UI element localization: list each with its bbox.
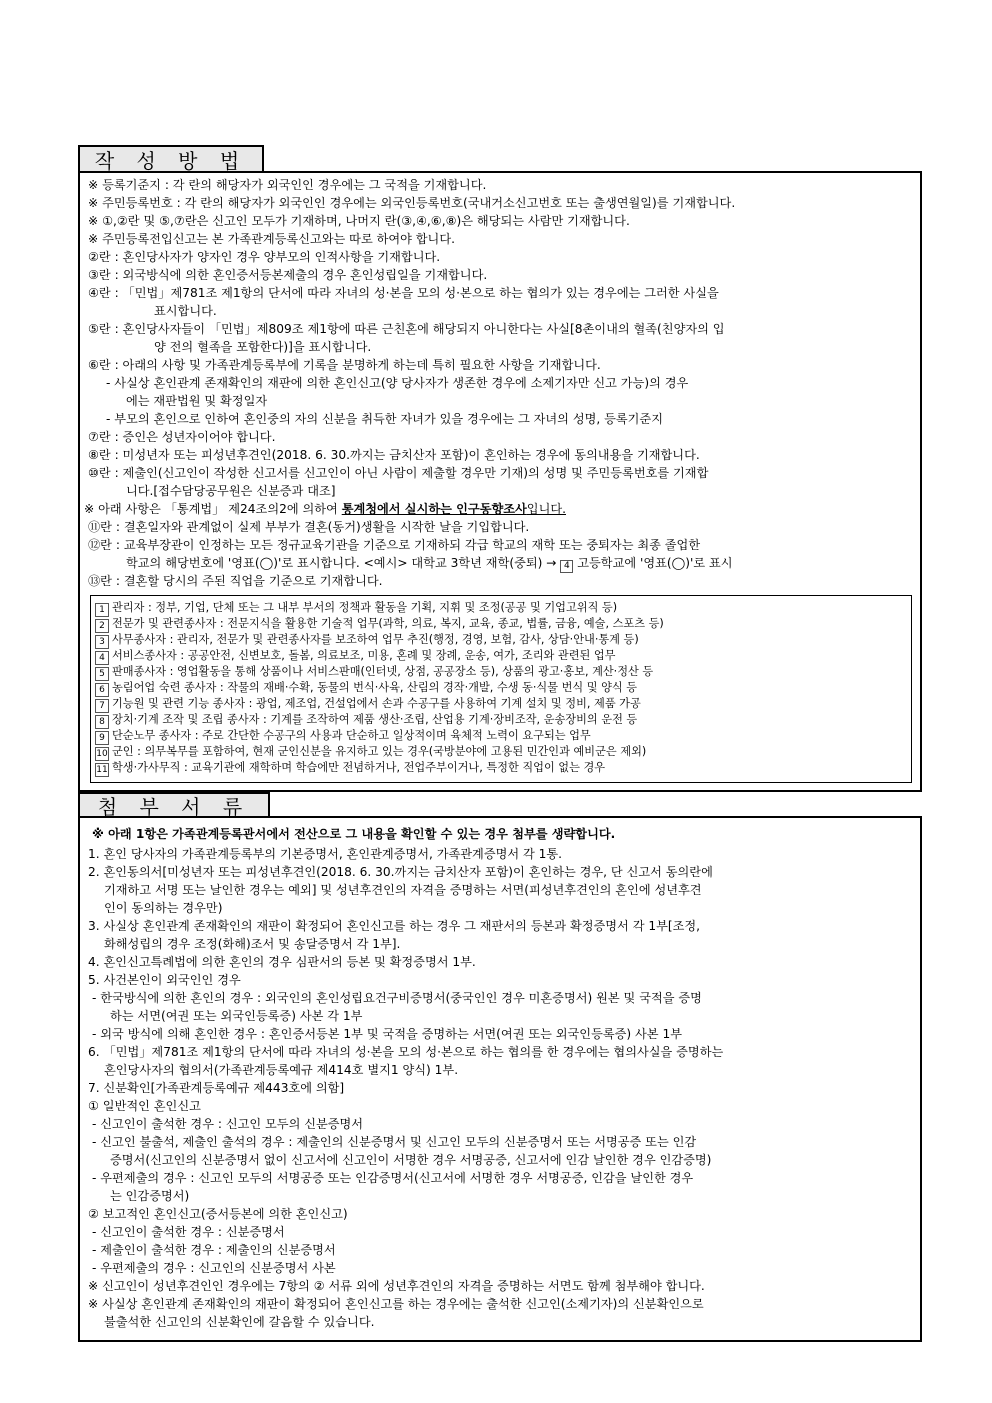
occupation-item: 5 판매종사자 : 영업활동을 통해 상품이나 서비스판매(인터넷, 상점, 공공장소 등), 상품의 광고·홍보, 계산·정산 등 bbox=[95, 664, 653, 681]
method-line: ④란 : 「민법」제781조 제1항의 단서에 따라 자녀의 성·본을 모의 성·본으로 하는 협의가 있는 경우에는 그러한 사실을 bbox=[88, 286, 719, 300]
attach-line: 하는 서면(여권 또는 외국인등록증) 사본 각 1부 bbox=[110, 1009, 363, 1023]
edu-number-box: 4 bbox=[560, 560, 573, 573]
occupation-item: 2 전문가 및 관련종사자 : 전문지식을 활용한 기술적 업무(과학, 의료, 복지, 교육, 종교, 법률, 금융, 예술, 스포츠 등) bbox=[95, 616, 664, 633]
attach-line: - 제출인이 출석한 경우 : 제출인의 신분증명서 bbox=[92, 1243, 336, 1257]
method-line: - 사실상 혼인관계 존재확인의 재판에 의한 혼인신고(양 당사자가 생존한 경우에 소제기자만 신고 가능)의 경우 bbox=[106, 376, 689, 390]
edu-example-line: 학교의 해당번호에 '영표(◯)'로 표시합니다. <예시> 대학교 3학년 재학(중퇴) → 4 고등학교에 '영표(◯)'로 표시 bbox=[126, 556, 733, 571]
method-line: 니다.[접수담당공무원은 신분증과 대조] bbox=[126, 484, 336, 498]
attach-line: 1. 혼인 당사자의 가족관계등록부의 기본증명서, 혼인관계증명서, 가족관계증명서 각 1통. bbox=[88, 847, 563, 861]
occupation-item: 7 기능원 및 관련 기능 종사자 : 광업, 제조업, 건설업에서 손과 수공구를 사용하여 기계 설치 및 정비, 제품 가공 bbox=[95, 696, 641, 713]
attach-line: 7. 신분확인[가족관계등록예규 제443호에 의함] bbox=[88, 1081, 345, 1095]
attach-line: - 우편제출의 경우 : 신고인의 신분증명서 사본 bbox=[92, 1261, 336, 1275]
occupation-item: 8 장치·기계 조작 및 조립 종사자 : 기계를 조작하여 제품 생산·조립, 산업용 기계·장비조작, 운송장비의 운전 등 bbox=[95, 712, 637, 729]
attach-line: 는 인감증명서) bbox=[110, 1189, 190, 1203]
attach-line: - 우편제출의 경우 : 신고인 모두의 서명공증 또는 인감증명서(신고서에 서명한 경우 서명공증, 인감을 날인한 경우 bbox=[92, 1171, 694, 1185]
method-line: ※ ①,②란 및 ⑤,⑦란은 신고인 모두가 기재하며, 나머지 란(③,④,⑥,⑧)은 해당되는 사람만 기재합니다. bbox=[88, 214, 630, 228]
attach-line: 기재하고 서명 또는 날인한 경우는 예외] 및 성년후견인의 자격을 증명하는 서면(피성년후견인의 혼인에 성년후견 bbox=[104, 883, 702, 897]
method-line: ⑤란 : 혼인당사자들이 「민법」제809조 제1항에 따른 근친혼에 해당되지 아니한다는 사실[8촌이내의 혈족(친양자의 입 bbox=[88, 322, 725, 336]
stat-line: ⑫란 : 교육부장관이 인정하는 모든 정규교육기관을 기준으로 기재하되 각급 학교의 재학 또는 중퇴자는 최종 졸업한 bbox=[88, 538, 701, 552]
occupation-item: 11 학생·가사무직 : 교육기관에 재학하며 학습에만 전념하거나, 전업주부이거나, 특정한 직업이 없는 경우 bbox=[96, 761, 606, 775]
method-line: ⑩란 : 제출인(신고인이 작성한 신고서를 신고인이 아닌 사람이 제출할 경우만 기재)의 성명 및 주민등록번호를 기재합 bbox=[88, 466, 709, 480]
stat-line: ⑪란 : 결혼일자와 관계없이 실제 부부가 결혼(동거)생활을 시작한 날을 기입합니다. bbox=[88, 520, 530, 534]
method-line: 에는 재판법원 및 확정일자 bbox=[126, 394, 268, 408]
method-line: - 부모의 혼인으로 인하여 혼인중의 자의 신분을 취득한 자녀가 있을 경우에는 그 자녀의 성명, 등록기준지 bbox=[106, 412, 663, 426]
method-line: ⑥란 : 아래의 사항 및 가족관계등록부에 기록을 분명하게 하는데 특히 필요한 사항을 기재합니다. bbox=[88, 358, 601, 372]
method-line: ②란 : 혼인당사자가 양자인 경우 양부모의 인적사항을 기재합니다. bbox=[88, 250, 441, 264]
occupation-item: 6 농림어업 숙련 종사자 : 작물의 재배·수확, 동물의 번식·사육, 산림의 경작·개발, 수생 동·식물 번식 및 양식 등 bbox=[95, 680, 637, 697]
method-line: 양 전의 혈족을 포함한다)]을 표시합니다. bbox=[154, 340, 372, 354]
attach-line: - 한국방식에 의한 혼인의 경우 : 외국인의 혼인성립요건구비증명서(중국인인 경우 미혼증명서) 원본 및 국적을 증명 bbox=[92, 991, 702, 1005]
stat-notice-bold: 통계청에서 실시하는 인구동향조사 bbox=[341, 502, 527, 516]
attach-line: 화해성립의 경우 조정(화해)조서 및 송달증명서 각 1부]. bbox=[104, 937, 401, 951]
occupation-item: 1 관리자 : 정부, 기업, 단체 또는 그 내부 부서의 정책과 활동을 기획, 지휘 및 조정(공공 및 기업고위직 등) bbox=[95, 600, 617, 617]
occupation-item: 10 군인 : 의무복무를 포함하여, 현재 군인신분을 유지하고 있는 경우(국방분야에 고용된 민간인과 예비군은 제외) bbox=[96, 745, 647, 759]
attach-line: - 신고인이 출석한 경우 : 신분증명서 bbox=[92, 1225, 285, 1239]
occupation-item: 4 서비스종사자 : 공공안전, 신변보호, 돌봄, 의료보조, 미용, 혼례 및 장례, 운송, 여가, 조리와 관련된 업무 bbox=[95, 648, 616, 665]
occupation-item: 9 단순노무 종사자 : 주로 간단한 수공구의 사용과 단순하고 일상적이며 육체적 노력이 요구되는 업무 bbox=[95, 728, 591, 745]
attach-line: ① 일반적인 혼인신고 bbox=[88, 1099, 201, 1113]
stat-notice: ※ 아래 사항은 「통계법」 제24조의2에 의하여 통계청에서 실시하는 인구동향조사입니다. bbox=[84, 502, 566, 516]
method-line: 표시합니다. bbox=[154, 304, 217, 318]
attach-line: ※ 신고인이 성년후견인인 경우에는 7항의 ② 서류 외에 성년후견인의 자격을 증명하는 서면도 함께 첨부해야 합니다. bbox=[88, 1279, 705, 1293]
attach-section-title: 첨 부 서 류 bbox=[78, 792, 270, 818]
method-line: ※ 주민등록전입신고는 본 가족관계등록신고와는 따로 하여야 합니다. bbox=[88, 232, 455, 246]
method-line: ※ 주민등록번호 : 각 란의 해당자가 외국인인 경우에는 외국인등록번호(국내거소신고번호 또는 출생연월일)를 기재합니다. bbox=[88, 196, 736, 210]
attach-line: 인이 동의하는 경우만) bbox=[104, 901, 223, 915]
method-box bbox=[78, 171, 922, 792]
method-line: ⑦란 : 증인은 성년자이어야 합니다. bbox=[88, 430, 276, 444]
attach-line: ② 보고적인 혼인신고(증서등본에 의한 혼인신고) bbox=[88, 1207, 348, 1221]
method-line: ③란 : 외국방식에 의한 혼인증서등본제출의 경우 혼인성립일을 기재합니다. bbox=[88, 268, 488, 282]
method-line: ※ 등록기준지 : 각 란의 해당자가 외국인인 경우에는 그 국적을 기재합니다. bbox=[88, 178, 487, 192]
stat-line: ⑬란 : 결혼할 당시의 주된 직업을 기준으로 기재합니다. bbox=[88, 574, 383, 588]
attach-line: 불출석한 신고인의 신분확인에 갈음할 수 있습니다. bbox=[104, 1315, 375, 1329]
attach-line: - 외국 방식에 의해 혼인한 경우 : 혼인증서등본 1부 및 국적을 증명하는 서면(여권 또는 외국인등록증) 사본 1부 bbox=[92, 1027, 682, 1041]
method-section-title: 작 성 방 법 bbox=[78, 145, 264, 173]
attach-box bbox=[78, 816, 922, 1342]
attach-line: - 신고인이 출석한 경우 : 신고인 모두의 신분증명서 bbox=[92, 1117, 364, 1131]
attach-line: 4. 혼인신고특례법에 의한 혼인의 경우 심판서의 등본 및 확정증명서 1부. bbox=[88, 955, 476, 969]
occupation-box bbox=[90, 595, 912, 783]
method-line: ⑧란 : 미성년자 또는 피성년후견인(2018. 6. 30.까지는 금치산자 포함)이 혼인하는 경우에 동의내용을 기재합니다. bbox=[88, 448, 700, 462]
attach-line: - 신고인 불출석, 제출인 출석의 경우 : 제출인의 신분증명서 및 신고인 모두의 신분증명서 또는 서명공증 또는 인감 bbox=[92, 1135, 697, 1149]
occupation-item: 3 사무종사자 : 관리자, 전문가 및 관련종사자를 보조하여 업무 추진(행정, 경영, 보험, 감사, 상담·안내·통계 등) bbox=[95, 632, 639, 649]
attach-line: 혼인당사자의 협의서(가족관계등록예규 제414호 별지1 양식) 1부. bbox=[104, 1063, 459, 1077]
attach-line: ※ 사실상 혼인관계 존재확인의 재판이 확정되어 혼인신고를 하는 경우에는 출석한 신고인(소제기자)의 신분확인으로 bbox=[88, 1297, 704, 1311]
attach-line: 6. 「민법」제781조 제1항의 단서에 따라 자녀의 성·본을 모의 성·본으로 하는 협의를 한 경우에는 협의사실을 증명하는 bbox=[88, 1045, 724, 1059]
attach-line: 증명서(신고인의 신분증명서 없이 신고서에 신고인이 서명한 경우 서명공증, 신고서에 인감 날인한 경우 인감증명) bbox=[110, 1153, 712, 1167]
attach-line: 2. 혼인동의서[미성년자 또는 피성년후견인(2018. 6. 30.까지는 금치산자 포함)이 혼인하는 경우, 단 신고서 동의란에 bbox=[88, 865, 713, 879]
attach-lead: ※ 아래 1항은 가족관계등록관서에서 전산으로 그 내용을 확인할 수 있는 경우 첨부를 생략합니다. bbox=[92, 827, 616, 841]
attach-line: 3. 사실상 혼인관계 존재확인의 재판이 확정되어 혼인신고를 하는 경우 그 재판서의 등본과 확정증명서 각 1부[조정, bbox=[88, 919, 701, 933]
attach-line: 5. 사건본인이 외국인인 경우 bbox=[88, 973, 241, 987]
